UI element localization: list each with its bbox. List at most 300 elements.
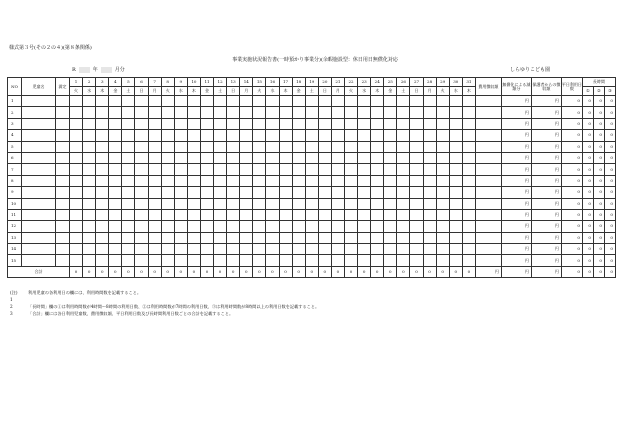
- day-cell[interactable]: [449, 141, 462, 152]
- child-name-cell[interactable]: [22, 255, 56, 266]
- day-cell[interactable]: [462, 96, 475, 107]
- day-cell[interactable]: [70, 187, 83, 198]
- day-cell[interactable]: [240, 198, 253, 209]
- day-cell[interactable]: [135, 141, 148, 152]
- day-cell[interactable]: [240, 221, 253, 232]
- day-cell[interactable]: [122, 232, 135, 243]
- day-cell[interactable]: [292, 255, 305, 266]
- year-input-box[interactable]: [79, 67, 90, 73]
- day-cell[interactable]: [174, 232, 187, 243]
- day-cell[interactable]: [279, 232, 292, 243]
- day-cell[interactable]: [344, 141, 357, 152]
- day-cell[interactable]: [109, 187, 122, 198]
- day-cell[interactable]: [384, 141, 397, 152]
- day-cell[interactable]: [240, 152, 253, 163]
- day-cell[interactable]: [266, 255, 279, 266]
- day-cell[interactable]: [200, 244, 213, 255]
- day-cell[interactable]: [384, 232, 397, 243]
- child-name-cell[interactable]: [22, 141, 56, 152]
- day-cell[interactable]: [436, 152, 449, 163]
- day-cell[interactable]: [305, 232, 318, 243]
- day-cell[interactable]: [410, 107, 423, 118]
- day-cell[interactable]: [240, 187, 253, 198]
- day-cell[interactable]: [83, 107, 96, 118]
- day-cell[interactable]: [371, 198, 384, 209]
- day-cell[interactable]: [266, 244, 279, 255]
- day-cell[interactable]: [227, 96, 240, 107]
- day-cell[interactable]: [214, 141, 227, 152]
- day-cell[interactable]: [358, 221, 371, 232]
- day-cell[interactable]: [344, 244, 357, 255]
- day-cell[interactable]: [279, 187, 292, 198]
- day-cell[interactable]: [161, 130, 174, 141]
- day-cell[interactable]: [423, 107, 436, 118]
- child-name-cell[interactable]: [22, 244, 56, 255]
- fee-cell[interactable]: [475, 96, 501, 107]
- day-cell[interactable]: [318, 152, 331, 163]
- day-cell[interactable]: [122, 187, 135, 198]
- day-cell[interactable]: [292, 221, 305, 232]
- day-cell[interactable]: [70, 141, 83, 152]
- child-name-cell[interactable]: [22, 175, 56, 186]
- day-cell[interactable]: [397, 118, 410, 129]
- day-cell[interactable]: [148, 96, 161, 107]
- day-cell[interactable]: [135, 175, 148, 186]
- day-cell[interactable]: [174, 96, 187, 107]
- day-cell[interactable]: [266, 118, 279, 129]
- day-cell[interactable]: [200, 96, 213, 107]
- day-cell[interactable]: [384, 164, 397, 175]
- day-cell[interactable]: [449, 209, 462, 220]
- day-cell[interactable]: [70, 198, 83, 209]
- day-cell[interactable]: [384, 118, 397, 129]
- fee-cell[interactable]: [475, 244, 501, 255]
- day-cell[interactable]: [279, 244, 292, 255]
- child-name-cell[interactable]: [22, 209, 56, 220]
- day-cell[interactable]: [449, 107, 462, 118]
- day-cell[interactable]: [148, 244, 161, 255]
- day-cell[interactable]: [344, 130, 357, 141]
- day-cell[interactable]: [161, 118, 174, 129]
- day-cell[interactable]: [135, 198, 148, 209]
- child-name-cell[interactable]: [22, 187, 56, 198]
- day-cell[interactable]: [384, 187, 397, 198]
- age-cell[interactable]: [56, 164, 70, 175]
- day-cell[interactable]: [358, 141, 371, 152]
- day-cell[interactable]: [305, 118, 318, 129]
- day-cell[interactable]: [292, 130, 305, 141]
- day-cell[interactable]: [83, 152, 96, 163]
- day-cell[interactable]: [122, 255, 135, 266]
- day-cell[interactable]: [318, 130, 331, 141]
- day-cell[interactable]: [410, 141, 423, 152]
- day-cell[interactable]: [253, 244, 266, 255]
- day-cell[interactable]: [279, 96, 292, 107]
- day-cell[interactable]: [266, 141, 279, 152]
- day-cell[interactable]: [436, 141, 449, 152]
- day-cell[interactable]: [240, 130, 253, 141]
- day-cell[interactable]: [174, 175, 187, 186]
- day-cell[interactable]: [423, 255, 436, 266]
- day-cell[interactable]: [70, 152, 83, 163]
- day-cell[interactable]: [135, 244, 148, 255]
- day-cell[interactable]: [109, 96, 122, 107]
- day-cell[interactable]: [266, 175, 279, 186]
- day-cell[interactable]: [109, 255, 122, 266]
- day-cell[interactable]: [83, 209, 96, 220]
- day-cell[interactable]: [174, 152, 187, 163]
- day-cell[interactable]: [83, 255, 96, 266]
- day-cell[interactable]: [410, 209, 423, 220]
- day-cell[interactable]: [331, 209, 344, 220]
- age-cell[interactable]: [56, 96, 70, 107]
- day-cell[interactable]: [83, 175, 96, 186]
- day-cell[interactable]: [423, 187, 436, 198]
- day-cell[interactable]: [397, 221, 410, 232]
- day-cell[interactable]: [371, 164, 384, 175]
- day-cell[interactable]: [96, 141, 109, 152]
- day-cell[interactable]: [200, 232, 213, 243]
- day-cell[interactable]: [305, 130, 318, 141]
- day-cell[interactable]: [371, 255, 384, 266]
- age-cell[interactable]: [56, 232, 70, 243]
- day-cell[interactable]: [148, 198, 161, 209]
- day-cell[interactable]: [318, 187, 331, 198]
- day-cell[interactable]: [305, 255, 318, 266]
- day-cell[interactable]: [109, 232, 122, 243]
- child-name-cell[interactable]: [22, 107, 56, 118]
- day-cell[interactable]: [148, 141, 161, 152]
- day-cell[interactable]: [70, 175, 83, 186]
- day-cell[interactable]: [214, 164, 227, 175]
- day-cell[interactable]: [279, 152, 292, 163]
- day-cell[interactable]: [96, 244, 109, 255]
- day-cell[interactable]: [135, 107, 148, 118]
- day-cell[interactable]: [331, 175, 344, 186]
- age-cell[interactable]: [56, 152, 70, 163]
- day-cell[interactable]: [266, 187, 279, 198]
- day-cell[interactable]: [174, 187, 187, 198]
- day-cell[interactable]: [122, 152, 135, 163]
- day-cell[interactable]: [371, 187, 384, 198]
- day-cell[interactable]: [240, 244, 253, 255]
- day-cell[interactable]: [96, 209, 109, 220]
- day-cell[interactable]: [161, 187, 174, 198]
- day-cell[interactable]: [358, 107, 371, 118]
- day-cell[interactable]: [384, 96, 397, 107]
- day-cell[interactable]: [70, 164, 83, 175]
- day-cell[interactable]: [187, 118, 200, 129]
- day-cell[interactable]: [436, 244, 449, 255]
- day-cell[interactable]: [423, 209, 436, 220]
- day-cell[interactable]: [344, 96, 357, 107]
- day-cell[interactable]: [462, 198, 475, 209]
- day-cell[interactable]: [449, 130, 462, 141]
- day-cell[interactable]: [344, 164, 357, 175]
- day-cell[interactable]: [384, 209, 397, 220]
- day-cell[interactable]: [174, 255, 187, 266]
- day-cell[interactable]: [384, 152, 397, 163]
- day-cell[interactable]: [83, 118, 96, 129]
- day-cell[interactable]: [462, 107, 475, 118]
- day-cell[interactable]: [358, 187, 371, 198]
- day-cell[interactable]: [384, 255, 397, 266]
- day-cell[interactable]: [410, 221, 423, 232]
- age-cell[interactable]: [56, 175, 70, 186]
- day-cell[interactable]: [436, 96, 449, 107]
- day-cell[interactable]: [358, 130, 371, 141]
- day-cell[interactable]: [384, 198, 397, 209]
- day-cell[interactable]: [174, 118, 187, 129]
- day-cell[interactable]: [279, 107, 292, 118]
- day-cell[interactable]: [292, 244, 305, 255]
- day-cell[interactable]: [358, 96, 371, 107]
- day-cell[interactable]: [148, 118, 161, 129]
- day-cell[interactable]: [423, 175, 436, 186]
- day-cell[interactable]: [410, 130, 423, 141]
- day-cell[interactable]: [109, 107, 122, 118]
- day-cell[interactable]: [292, 232, 305, 243]
- day-cell[interactable]: [83, 141, 96, 152]
- day-cell[interactable]: [227, 164, 240, 175]
- day-cell[interactable]: [331, 255, 344, 266]
- day-cell[interactable]: [397, 209, 410, 220]
- day-cell[interactable]: [344, 209, 357, 220]
- day-cell[interactable]: [449, 118, 462, 129]
- day-cell[interactable]: [318, 221, 331, 232]
- day-cell[interactable]: [423, 130, 436, 141]
- day-cell[interactable]: [279, 255, 292, 266]
- day-cell[interactable]: [318, 198, 331, 209]
- day-cell[interactable]: [384, 244, 397, 255]
- day-cell[interactable]: [240, 96, 253, 107]
- day-cell[interactable]: [397, 255, 410, 266]
- day-cell[interactable]: [279, 141, 292, 152]
- month-input-box[interactable]: [101, 67, 112, 73]
- day-cell[interactable]: [371, 209, 384, 220]
- day-cell[interactable]: [187, 130, 200, 141]
- day-cell[interactable]: [358, 232, 371, 243]
- fee-cell[interactable]: [475, 164, 501, 175]
- day-cell[interactable]: [253, 96, 266, 107]
- day-cell[interactable]: [279, 130, 292, 141]
- day-cell[interactable]: [96, 255, 109, 266]
- fee-cell[interactable]: [475, 130, 501, 141]
- day-cell[interactable]: [135, 187, 148, 198]
- day-cell[interactable]: [358, 198, 371, 209]
- day-cell[interactable]: [187, 209, 200, 220]
- day-cell[interactable]: [240, 175, 253, 186]
- day-cell[interactable]: [161, 221, 174, 232]
- day-cell[interactable]: [331, 232, 344, 243]
- day-cell[interactable]: [331, 187, 344, 198]
- child-name-cell[interactable]: [22, 118, 56, 129]
- day-cell[interactable]: [200, 187, 213, 198]
- day-cell[interactable]: [318, 141, 331, 152]
- day-cell[interactable]: [253, 221, 266, 232]
- fee-cell[interactable]: [475, 198, 501, 209]
- day-cell[interactable]: [96, 221, 109, 232]
- day-cell[interactable]: [318, 255, 331, 266]
- day-cell[interactable]: [462, 244, 475, 255]
- day-cell[interactable]: [397, 175, 410, 186]
- day-cell[interactable]: [397, 96, 410, 107]
- day-cell[interactable]: [70, 96, 83, 107]
- day-cell[interactable]: [109, 130, 122, 141]
- day-cell[interactable]: [397, 130, 410, 141]
- day-cell[interactable]: [227, 118, 240, 129]
- day-cell[interactable]: [462, 221, 475, 232]
- day-cell[interactable]: [227, 152, 240, 163]
- day-cell[interactable]: [109, 198, 122, 209]
- day-cell[interactable]: [305, 198, 318, 209]
- day-cell[interactable]: [161, 164, 174, 175]
- fee-cell[interactable]: [475, 221, 501, 232]
- day-cell[interactable]: [423, 164, 436, 175]
- day-cell[interactable]: [449, 244, 462, 255]
- day-cell[interactable]: [318, 232, 331, 243]
- day-cell[interactable]: [331, 164, 344, 175]
- day-cell[interactable]: [253, 255, 266, 266]
- day-cell[interactable]: [423, 118, 436, 129]
- day-cell[interactable]: [70, 244, 83, 255]
- day-cell[interactable]: [96, 107, 109, 118]
- day-cell[interactable]: [462, 141, 475, 152]
- day-cell[interactable]: [331, 118, 344, 129]
- day-cell[interactable]: [240, 141, 253, 152]
- day-cell[interactable]: [122, 198, 135, 209]
- day-cell[interactable]: [266, 152, 279, 163]
- fee-cell[interactable]: [475, 232, 501, 243]
- day-cell[interactable]: [70, 209, 83, 220]
- day-cell[interactable]: [292, 96, 305, 107]
- child-name-cell[interactable]: [22, 164, 56, 175]
- day-cell[interactable]: [161, 232, 174, 243]
- day-cell[interactable]: [449, 96, 462, 107]
- day-cell[interactable]: [227, 244, 240, 255]
- day-cell[interactable]: [227, 255, 240, 266]
- day-cell[interactable]: [187, 221, 200, 232]
- age-cell[interactable]: [56, 244, 70, 255]
- day-cell[interactable]: [109, 209, 122, 220]
- day-cell[interactable]: [240, 164, 253, 175]
- day-cell[interactable]: [240, 107, 253, 118]
- day-cell[interactable]: [410, 164, 423, 175]
- day-cell[interactable]: [109, 221, 122, 232]
- day-cell[interactable]: [397, 141, 410, 152]
- day-cell[interactable]: [331, 198, 344, 209]
- day-cell[interactable]: [200, 164, 213, 175]
- day-cell[interactable]: [122, 209, 135, 220]
- day-cell[interactable]: [462, 232, 475, 243]
- day-cell[interactable]: [187, 187, 200, 198]
- day-cell[interactable]: [462, 175, 475, 186]
- day-cell[interactable]: [214, 96, 227, 107]
- day-cell[interactable]: [122, 96, 135, 107]
- day-cell[interactable]: [135, 118, 148, 129]
- day-cell[interactable]: [214, 118, 227, 129]
- day-cell[interactable]: [384, 130, 397, 141]
- day-cell[interactable]: [253, 209, 266, 220]
- day-cell[interactable]: [331, 96, 344, 107]
- day-cell[interactable]: [410, 96, 423, 107]
- child-name-cell[interactable]: [22, 221, 56, 232]
- day-cell[interactable]: [397, 187, 410, 198]
- day-cell[interactable]: [83, 187, 96, 198]
- day-cell[interactable]: [279, 164, 292, 175]
- day-cell[interactable]: [371, 107, 384, 118]
- day-cell[interactable]: [148, 255, 161, 266]
- child-name-cell[interactable]: [22, 152, 56, 163]
- fee-cell[interactable]: [475, 141, 501, 152]
- day-cell[interactable]: [449, 255, 462, 266]
- day-cell[interactable]: [436, 221, 449, 232]
- day-cell[interactable]: [436, 130, 449, 141]
- day-cell[interactable]: [148, 152, 161, 163]
- day-cell[interactable]: [187, 152, 200, 163]
- day-cell[interactable]: [292, 187, 305, 198]
- day-cell[interactable]: [266, 232, 279, 243]
- day-cell[interactable]: [227, 198, 240, 209]
- day-cell[interactable]: [148, 221, 161, 232]
- day-cell[interactable]: [122, 164, 135, 175]
- day-cell[interactable]: [397, 107, 410, 118]
- day-cell[interactable]: [70, 107, 83, 118]
- day-cell[interactable]: [371, 232, 384, 243]
- day-cell[interactable]: [227, 175, 240, 186]
- fee-cell[interactable]: [475, 187, 501, 198]
- day-cell[interactable]: [397, 244, 410, 255]
- day-cell[interactable]: [96, 118, 109, 129]
- day-cell[interactable]: [240, 232, 253, 243]
- day-cell[interactable]: [462, 152, 475, 163]
- child-name-cell[interactable]: [22, 198, 56, 209]
- day-cell[interactable]: [83, 232, 96, 243]
- day-cell[interactable]: [331, 152, 344, 163]
- day-cell[interactable]: [292, 107, 305, 118]
- day-cell[interactable]: [436, 118, 449, 129]
- day-cell[interactable]: [174, 221, 187, 232]
- day-cell[interactable]: [227, 107, 240, 118]
- day-cell[interactable]: [410, 255, 423, 266]
- day-cell[interactable]: [174, 164, 187, 175]
- day-cell[interactable]: [344, 107, 357, 118]
- fee-cell[interactable]: [475, 255, 501, 266]
- day-cell[interactable]: [135, 96, 148, 107]
- day-cell[interactable]: [331, 221, 344, 232]
- day-cell[interactable]: [449, 198, 462, 209]
- day-cell[interactable]: [161, 141, 174, 152]
- day-cell[interactable]: [83, 221, 96, 232]
- day-cell[interactable]: [410, 175, 423, 186]
- day-cell[interactable]: [423, 198, 436, 209]
- day-cell[interactable]: [423, 232, 436, 243]
- day-cell[interactable]: [436, 164, 449, 175]
- day-cell[interactable]: [70, 232, 83, 243]
- day-cell[interactable]: [214, 187, 227, 198]
- day-cell[interactable]: [148, 107, 161, 118]
- day-cell[interactable]: [423, 141, 436, 152]
- day-cell[interactable]: [371, 221, 384, 232]
- day-cell[interactable]: [305, 107, 318, 118]
- day-cell[interactable]: [253, 130, 266, 141]
- day-cell[interactable]: [161, 152, 174, 163]
- age-cell[interactable]: [56, 130, 70, 141]
- day-cell[interactable]: [305, 244, 318, 255]
- day-cell[interactable]: [344, 198, 357, 209]
- day-cell[interactable]: [96, 96, 109, 107]
- day-cell[interactable]: [410, 198, 423, 209]
